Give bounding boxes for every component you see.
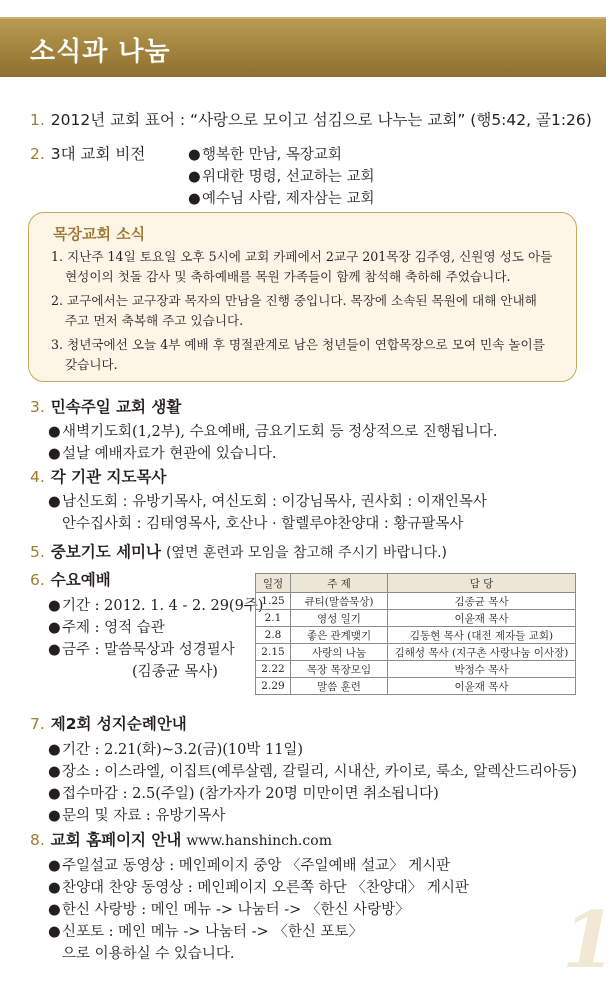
bullet-icon: ●: [188, 191, 201, 207]
bullet-icon: ●: [48, 924, 61, 940]
list-item: ●문의 및 자료 : 유방기목사: [48, 808, 226, 824]
vision-item: ●행복한 만남, 목장교회: [188, 147, 342, 163]
column-header: 주 제: [291, 574, 388, 593]
list-item: ●금주 : 말씀묵상과 성경필사: [48, 642, 235, 658]
section-number: 2.: [30, 145, 45, 163]
bullet-icon: ●: [48, 742, 61, 758]
table-header-row: [256, 574, 576, 593]
section-number: 6.: [30, 571, 45, 589]
table-row: 2.15 사랑의 나눔 김해성 목사 (지구촌 사랑나눔 이사장): [256, 644, 576, 661]
table-row: 1.25 큐티(말씀묵상) 김종균 목사: [256, 593, 576, 610]
bullet-icon: ●: [48, 494, 61, 510]
news-item: 2. 교구에서는 교구장과 목자의 만남을 진행 중입니다. 목장에 소속된 목원에 대해 안내해 주고 먼저 축복해 주고 있습니다.: [51, 293, 537, 328]
homepage-section: 8. 교회 홈페이지 안내 www.hanshinch.com: [30, 831, 332, 849]
motto-text: 2012년 교회 표어 : “사랑으로 모이고 섬김으로 나누는 교회” (행5:42, 골1:26): [50, 111, 592, 129]
bullet-icon: ●: [48, 764, 61, 780]
homepage-url[interactable]: www.hanshinch.com: [186, 833, 332, 849]
table-row: 2.22 목장 목장모임 박정수 목사: [256, 661, 576, 678]
list-item: ●기간 : 2012. 1. 4 - 2. 29(9주): [48, 598, 264, 614]
prayer-seminar-section: 5. 중보기도 세미나 (옆면 훈련과 모임을 참고해 주시기 바랍니다.): [30, 543, 448, 561]
news-item: 1. 지난주 14일 토요일 오후 5시에 교회 카페에서 2교구 201목장 김주영, 신원영 성도 아들 현성이의 첫돌 감사 및 축하예배를 목원 가족들이 함께 참석해 축하해 주었습니다.: [51, 249, 553, 284]
section-banner: [0, 17, 606, 77]
list-item: ●설날 예배자료가 현관에 있습니다.: [48, 446, 277, 462]
list-item: ●새벽기도회(1,2부), 수요예배, 금요기도회 등 정상적으로 진행됩니다.: [48, 424, 498, 440]
bullet-icon: ●: [48, 858, 61, 874]
table-row: 2.29 말씀 훈련 이윤재 목사: [256, 678, 576, 695]
list-item: ●장소 : 이스라엘, 이집트(예루살렘, 갈릴리, 시내산, 카이로, 룩소, 알렉산드리아등): [48, 764, 577, 780]
bullet-icon: ●: [188, 147, 201, 163]
bullet-icon: ●: [48, 902, 61, 918]
section-number: 4.: [30, 468, 45, 486]
vision-section: [30, 142, 145, 164]
bullet-icon: ●: [48, 424, 61, 440]
holiday-section: 3. 민속주일 교회 생활: [30, 398, 182, 416]
list-item: ●접수마감 : 2.5(주일) (참가자가 20명 미만이면 취소됩니다): [48, 786, 439, 802]
list-item: ●한신 사랑방 : 메인 메뉴 -> 나눔터 -> 〈한신 사랑방〉: [48, 902, 410, 918]
section-number: 1.: [30, 111, 45, 129]
bullet-icon: ●: [48, 446, 61, 462]
bullet-icon: ●: [48, 620, 61, 636]
page-number: 1: [562, 895, 616, 986]
column-header: 일정: [256, 574, 291, 593]
bullet-icon: ●: [48, 642, 61, 658]
list-item: ●남신도회 : 유방기목사, 여신도회 : 이강님목사, 권사회 : 이재인목사: [48, 494, 487, 510]
box-title: 목장교회 소식: [53, 225, 146, 243]
vision-title: 3대 교회 비전: [50, 145, 146, 163]
bullet-icon: ●: [48, 598, 61, 614]
list-item: ●기간 : 2.21(화)~3.2(금)(10박 11일): [48, 742, 304, 758]
motto-section: [30, 108, 592, 130]
table-row: 2.1 영성 일기 이윤재 목사: [256, 610, 576, 627]
cell-church-news-box: [28, 212, 577, 382]
section-number: 5.: [30, 543, 45, 561]
pilgrimage-section: 7. 제2회 성지순례안내: [30, 715, 187, 733]
section-number: 7.: [30, 715, 45, 733]
news-item: 3. 청년국에선 오늘 4부 예배 후 명절관계로 남은 청년들이 연합목장으로 모여 민속 놀이를 갖습니다.: [51, 337, 545, 372]
schedule-table: [255, 573, 576, 695]
pastor-section: 4. 각 기관 지도목사: [30, 468, 167, 486]
section-number: 3.: [30, 398, 45, 416]
table-row: 2.8 좋은 관계맺기 김동현 목사 (대전 제자들 교회): [256, 627, 576, 644]
section-number: 8.: [30, 831, 45, 849]
bullet-icon: ●: [48, 786, 61, 802]
list-item: ●주일설교 동영상 : 메인페이지 중앙 〈주일예배 설교〉 게시판: [48, 858, 451, 874]
page-title: 소식과 나눔: [30, 37, 171, 67]
list-item-continued: 안수집사회 : 김태영목사, 호산나 · 할렐루야찬양대 : 황규팔목사: [62, 516, 464, 532]
list-item: ●주제 : 영적 습관: [48, 620, 165, 636]
bullet-icon: ●: [188, 169, 201, 185]
top-border: [0, 0, 606, 16]
list-item: ●찬양대 찬양 동영상 : 메인페이지 오른쪽 하단 〈찬양대〉 게시판: [48, 880, 469, 896]
column-header: 담 당: [388, 574, 576, 593]
bullet-icon: ●: [48, 880, 61, 896]
list-item: ●신포토 : 메인 메뉴 -> 나눔터 -> 〈한신 포토〉: [48, 924, 363, 940]
bullet-icon: ●: [48, 808, 61, 824]
list-item-continued: (김종균 목사): [132, 664, 218, 680]
wednesday-service-section: 6. 수요예배: [30, 571, 111, 589]
vision-item: ●예수님 사람, 제자삼는 교회: [188, 191, 375, 207]
list-item-continued: 으로 이용하실 수 있습니다.: [62, 946, 235, 962]
vision-item: ●위대한 명령, 선교하는 교회: [188, 169, 375, 185]
